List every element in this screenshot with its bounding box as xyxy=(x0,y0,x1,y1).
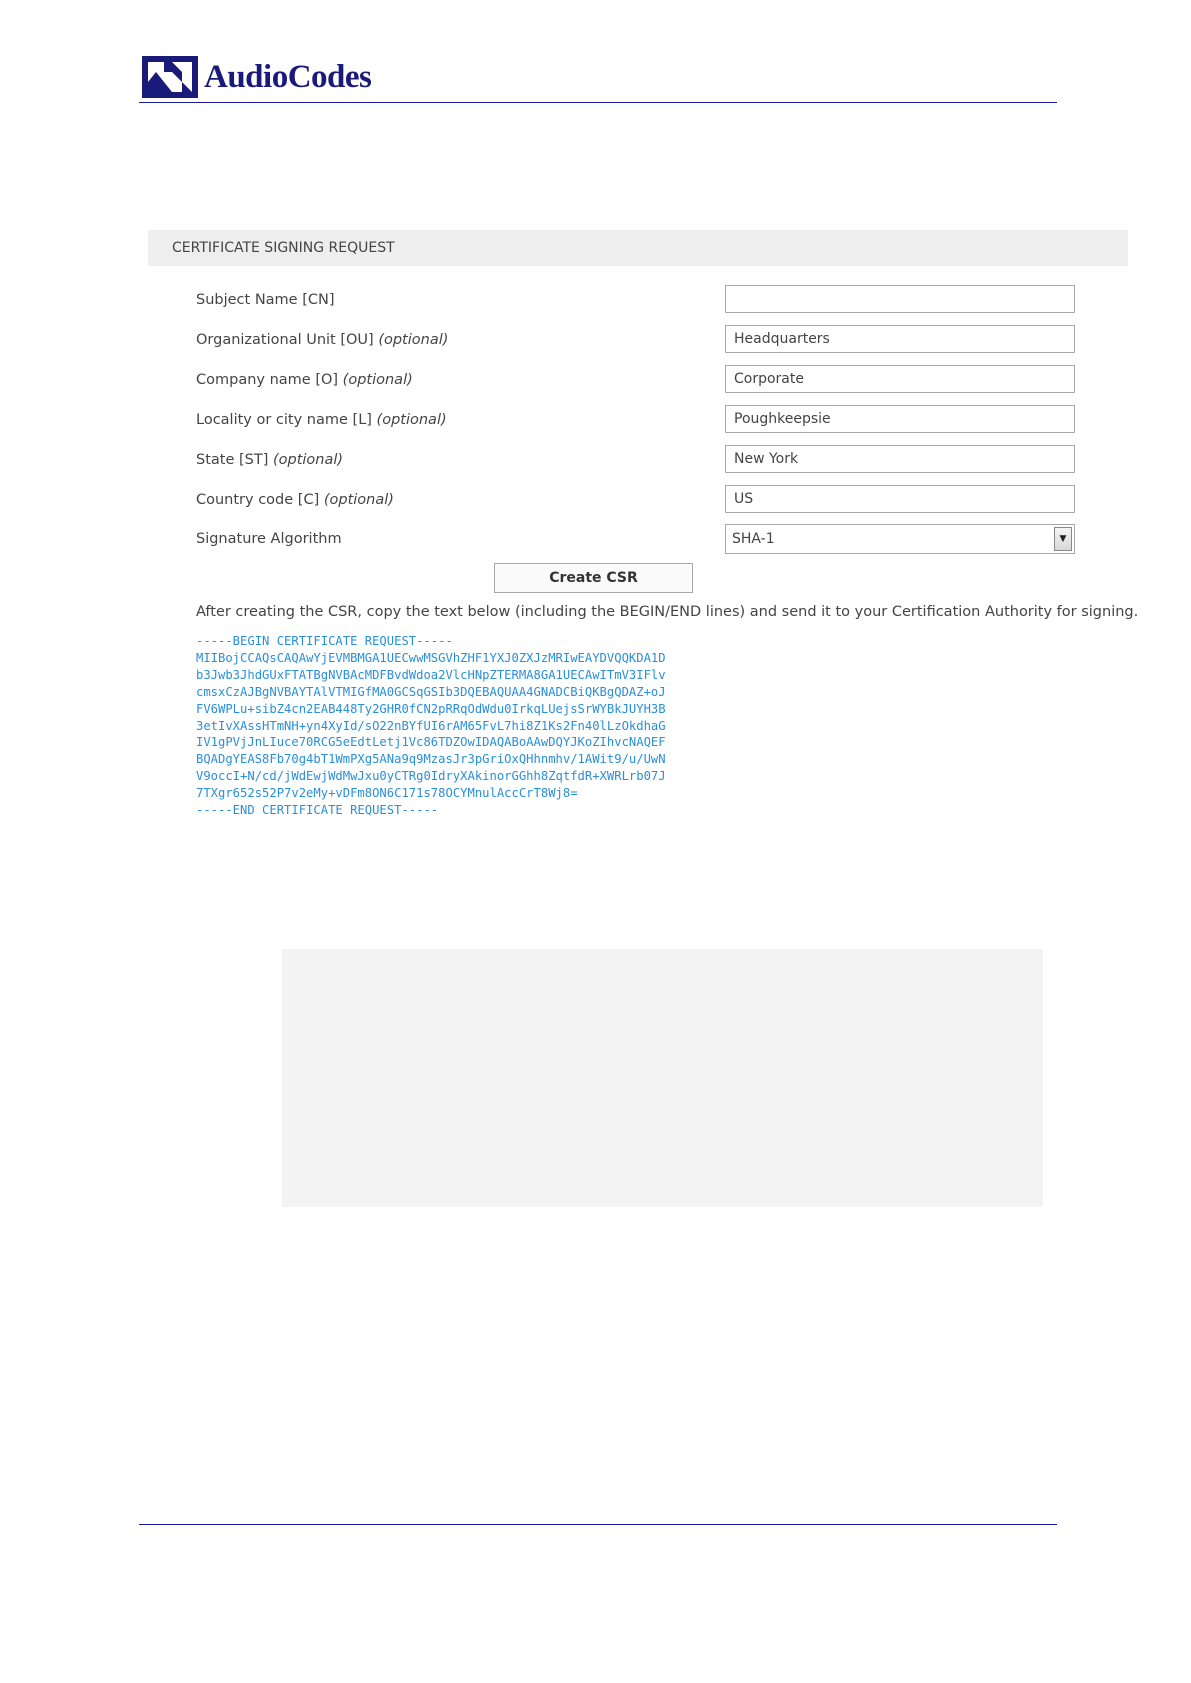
form-row-country-code xyxy=(196,485,1076,515)
note-box xyxy=(282,949,1043,1207)
csr-line: b3Jwb3JhdGUxFTATBgNVBAcMDFBvdWdoa2VlcHNpZTERMA8GA1UECAwITmV3IFlv xyxy=(196,667,666,682)
csr-line: -----END CERTIFICATE REQUEST----- xyxy=(196,803,439,818)
field-label: Company name [O] (optional) xyxy=(196,372,413,388)
country-code-input[interactable] xyxy=(725,485,1075,513)
csr-line: cmsxCzAJBgNVBAYTAlVTMIGfMA0GCSqGSIb3DQEBAQUAA4GNADCBiQKBgQDAZ+oJ xyxy=(196,684,666,699)
csr-line: MIIBojCCAQsCAQAwYjEVMBMGA1UECwwMSGVhZHF1YXJ0ZXJzMRIwEAYDVQQKDA1D xyxy=(196,650,666,665)
panel-header xyxy=(148,230,1128,266)
csr-output[interactable] xyxy=(196,633,666,819)
create-csr-button[interactable]: Create CSR xyxy=(494,563,693,593)
csr-line: IV1gPVjJnLIuce70RCG5eEdtLetj1Vc86TDZOwIDAQABoAAwDQYJKoZIhvcNAQEF xyxy=(196,735,666,750)
csr-line: 3etIvXAssHTmNH+yn4XyId/sO22nBYfUI6rAM65FvL7hi8Z1Ks2Fn40lLzOkdhaG xyxy=(196,718,666,733)
chevron-down-icon[interactable]: ▼ xyxy=(1054,527,1072,551)
form-row-state xyxy=(196,445,1076,475)
logo-text: AudioCodes xyxy=(204,58,372,95)
locality-input[interactable] xyxy=(725,405,1075,433)
csr-line: -----BEGIN CERTIFICATE REQUEST----- xyxy=(196,634,453,648)
state-input[interactable] xyxy=(725,445,1075,473)
field-label: Locality or city name [L] (optional) xyxy=(196,412,447,428)
field-label: Subject Name [CN] xyxy=(196,292,335,308)
form-row-organizational-unit xyxy=(196,325,1076,355)
field-label: Country code [C] (optional) xyxy=(196,492,394,508)
csr-line: 7TXgr652s52P7v2eMy+vDFm8ON6C171s78OCYMnulAccCrT8Wj8= xyxy=(196,786,578,801)
csr-line: FV6WPLu+sibZ4cn2EAB448Ty2GHR0fCN2pRRqOdWdu0IrkqLUejsSrWYBkJUYH3B xyxy=(196,701,666,716)
form-row-signature-algorithm xyxy=(196,524,1076,554)
form-row-company-name xyxy=(196,365,1076,395)
organizational-unit-input[interactable] xyxy=(725,325,1075,353)
form-row-subject-name xyxy=(196,285,1076,315)
audiocodes-logo-icon xyxy=(142,56,198,98)
subject-name-input[interactable] xyxy=(725,285,1075,313)
field-label: State [ST] (optional) xyxy=(196,452,344,468)
csr-line: BQADgYEAS8Fb70g4bT1WmPXg5ANa9q9MzasJr3pGriOxQHhnmhv/1AWit9/u/UwN xyxy=(196,752,666,767)
header-rule xyxy=(139,102,1057,103)
footer-rule xyxy=(139,1524,1057,1525)
field-label: Signature Algorithm xyxy=(196,531,342,547)
csr-line: V9occI+N/cd/jWdEwjWdMwJxu0yCTRg0IdryXAkinorGGhh8ZqtfdR+XWRLrb07J xyxy=(196,769,666,784)
signature-algorithm-select[interactable] xyxy=(725,524,1075,554)
panel-title: CERTIFICATE SIGNING REQUEST xyxy=(172,240,395,256)
audiocodes-logo xyxy=(142,56,371,98)
company-name-input[interactable] xyxy=(725,365,1075,393)
field-label: Organizational Unit [OU] (optional) xyxy=(196,332,449,348)
form-row-locality xyxy=(196,405,1076,435)
instructions-text: After creating the CSR, copy the text below (including the BEGIN/END lines) and send it to your Certification Authority for signing. xyxy=(196,604,1139,620)
selected-value: SHA-1 xyxy=(732,531,775,547)
